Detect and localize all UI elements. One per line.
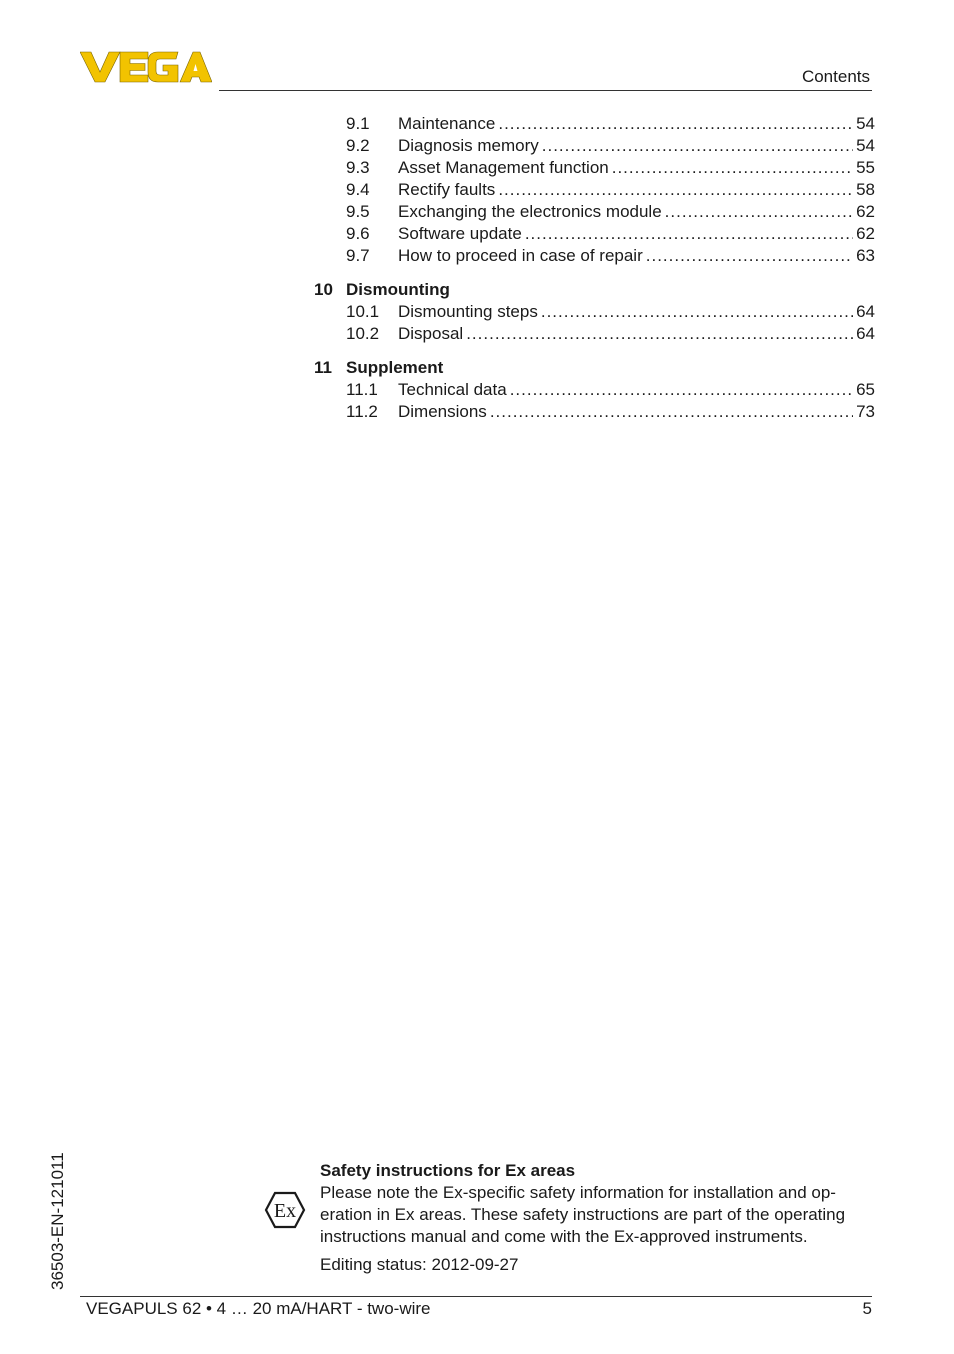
- toc-entry-number: 11.1: [346, 380, 378, 399]
- safety-notice: [320, 1160, 876, 1276]
- toc-entry-number: 10.1: [346, 302, 380, 321]
- toc-entry-title: Disposal: [398, 324, 464, 343]
- toc-entry[interactable]: [314, 323, 875, 345]
- toc-entry-title: Dismounting steps: [398, 302, 538, 321]
- toc-entry[interactable]: [314, 201, 875, 223]
- footer-divider: [80, 1296, 872, 1297]
- toc-leader: [466, 323, 853, 345]
- toc-entry-title: Diagnosis memory: [398, 136, 539, 155]
- toc-leader: [498, 179, 853, 201]
- toc-entry[interactable]: [314, 301, 875, 323]
- safety-text-line: eration in Ex areas. These safety instructions are part of the operating: [320, 1205, 846, 1224]
- safety-heading: Safety instructions for Ex areas: [320, 1161, 576, 1180]
- toc-entry-page: 65: [856, 380, 875, 399]
- toc-entry-page: 54: [856, 114, 875, 133]
- document-code: 36503-EN-121011: [48, 1152, 67, 1290]
- toc-entry-page: 63: [856, 246, 875, 265]
- vega-logo: [80, 50, 212, 84]
- toc-entry-title: Asset Management function: [398, 158, 609, 177]
- toc-entry-number: 9.6: [346, 224, 370, 243]
- toc-entry-title: How to proceed in case of repair: [398, 246, 643, 265]
- toc-entry-number: 9.5: [346, 202, 370, 221]
- toc-leader: [665, 201, 853, 223]
- toc-entry[interactable]: [314, 135, 875, 157]
- toc-entry[interactable]: [314, 401, 875, 423]
- toc-leader: [542, 135, 853, 157]
- footer-product-name: VEGAPULS 62 • 4 … 20 mA/HART - two-wire: [86, 1299, 431, 1318]
- toc-leader: [498, 113, 853, 135]
- section-title: Contents: [801, 67, 870, 86]
- toc-leader: [612, 157, 853, 179]
- toc-entry-number: 11.2: [346, 402, 378, 421]
- toc-entry[interactable]: [314, 179, 875, 201]
- toc-entry[interactable]: [314, 223, 875, 245]
- header-divider: [219, 90, 872, 91]
- toc-chapter-number: 11: [314, 358, 332, 377]
- toc-entry-page: 64: [856, 324, 875, 343]
- toc-entry-page: 58: [856, 180, 875, 199]
- toc-entry-page: 62: [856, 224, 875, 243]
- toc-entry-title: Rectify faults: [398, 180, 496, 199]
- toc-entry-title: Software update: [398, 224, 522, 243]
- toc-chapter-title: Supplement: [346, 358, 444, 377]
- ex-hexagon-icon: [264, 1191, 306, 1229]
- toc-chapter-title: Dismounting: [346, 280, 450, 299]
- toc-entry[interactable]: [314, 113, 875, 135]
- toc-entry-page: 64: [856, 302, 875, 321]
- toc-entry-number: 9.2: [346, 136, 370, 155]
- toc-chapter-heading[interactable]: [314, 279, 875, 301]
- toc-entry-page: 62: [856, 202, 875, 221]
- toc-entry-title: Maintenance: [398, 114, 496, 133]
- toc-leader: [525, 223, 853, 245]
- toc-entry-page: 54: [856, 136, 875, 155]
- toc-entry-title: Exchanging the electronics module: [398, 202, 662, 221]
- toc-entry-title: Technical data: [398, 380, 507, 399]
- toc-entry-title: Dimensions: [398, 402, 487, 421]
- toc-entry[interactable]: [314, 157, 875, 179]
- toc-leader: [541, 301, 853, 323]
- toc-entry-number: 9.7: [346, 246, 370, 265]
- toc-entry-number: 9.4: [346, 180, 370, 199]
- svg-text:Ex: Ex: [273, 1200, 297, 1222]
- toc-entry-number: 9.3: [346, 158, 370, 177]
- toc-leader: [490, 401, 853, 423]
- toc-entry-page: 55: [856, 158, 875, 177]
- toc-chapter-number: 10: [314, 280, 333, 299]
- table-of-contents: [314, 113, 875, 423]
- toc-entry-number: 10.2: [346, 324, 380, 343]
- toc-entry-page: 73: [856, 402, 875, 421]
- toc-entry[interactable]: [314, 379, 875, 401]
- toc-leader: [510, 379, 853, 401]
- editing-status: Editing status: 2012-09-27: [320, 1255, 519, 1274]
- toc-leader: [646, 245, 853, 267]
- toc-chapter-heading[interactable]: [314, 357, 875, 379]
- safety-text-line: Please note the Ex-specific safety information for installation and op-: [320, 1183, 836, 1202]
- toc-entry[interactable]: [314, 245, 875, 267]
- safety-text-line: instructions manual and come with the Ex-approved instruments.: [320, 1227, 808, 1246]
- toc-entry-number: 9.1: [346, 114, 370, 133]
- page-number: 5: [862, 1299, 872, 1318]
